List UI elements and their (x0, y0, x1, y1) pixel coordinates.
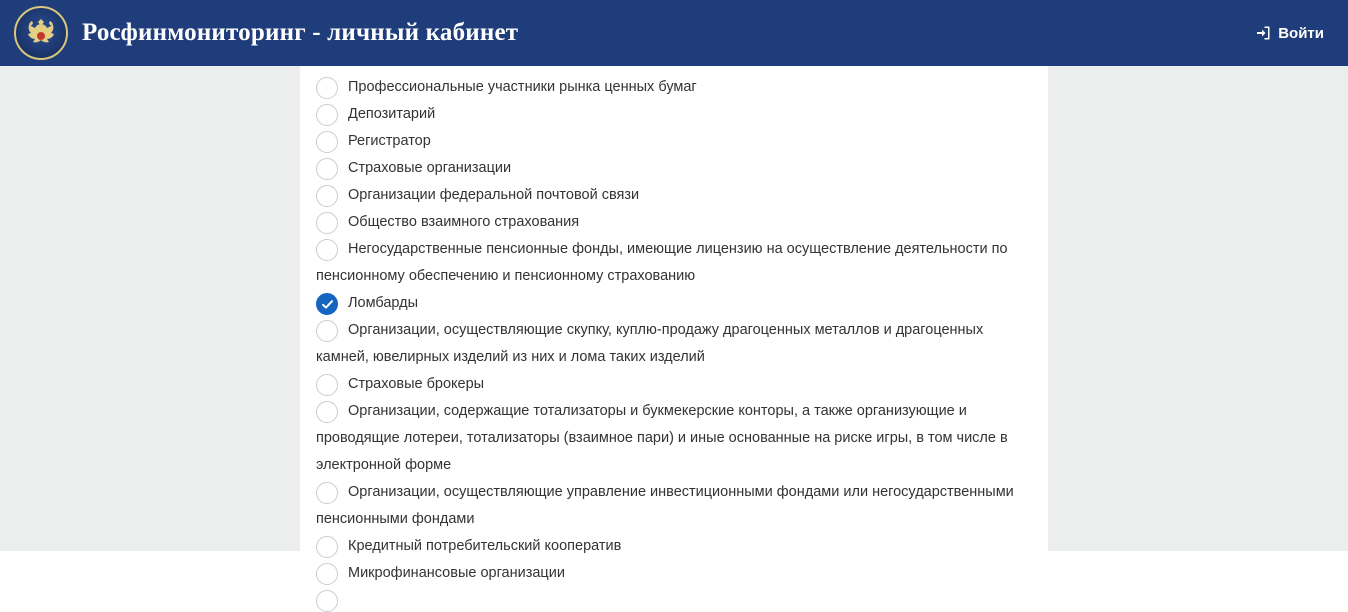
radio-circle-icon[interactable] (316, 185, 338, 207)
radio-circle-icon[interactable] (316, 77, 338, 99)
radio-option-label: Организации, осуществляющие управление инвестиционными фондами или негосударственными пенсионными фондами (316, 484, 1014, 527)
radio-circle-icon[interactable] (316, 131, 338, 153)
radio-circle-icon[interactable] (316, 239, 338, 261)
radio-option-label: Регистратор (348, 133, 431, 149)
radio-circle-icon[interactable] (316, 320, 338, 342)
sign-in-icon (1255, 25, 1271, 41)
radio-option-8[interactable] (316, 317, 1038, 371)
radio-option-13[interactable] (316, 560, 1038, 587)
radio-circle-icon[interactable] (316, 374, 338, 396)
radio-option-0[interactable] (316, 74, 1038, 101)
radio-option-4[interactable] (316, 182, 1038, 209)
radio-option-2[interactable] (316, 128, 1038, 155)
radio-option-9[interactable] (316, 371, 1038, 398)
radio-circle-icon[interactable] (316, 536, 338, 558)
radio-option-10[interactable] (316, 398, 1038, 479)
login-button[interactable] (1255, 0, 1324, 66)
radio-option-label: Микрофинансовые организации (348, 565, 565, 581)
radio-option-label: Страховые организации (348, 160, 512, 176)
radio-option-6[interactable] (316, 236, 1038, 290)
radio-circle-icon[interactable] (316, 401, 338, 423)
radio-option-11[interactable] (316, 479, 1038, 533)
radio-option-5[interactable] (316, 209, 1038, 236)
double-headed-eagle-emblem-icon (14, 6, 68, 60)
radio-option-label: Профессиональные участники рынка ценных бумаг (348, 79, 697, 95)
organization-type-card (300, 66, 1048, 581)
radio-circle-icon[interactable] (316, 590, 338, 612)
organization-type-radio-group[interactable] (300, 74, 1048, 587)
radio-option-label: Депозитарий (348, 106, 436, 122)
radio-option-label: Организации, содержащие тотализаторы и букмекерские конторы, а также организующие и проводящие лотереи, тотализаторы (взаимное пари) и иные основанные на риске игры, в том числе в электронной форме (316, 403, 1008, 473)
app-header (0, 0, 1348, 66)
radio-circle-icon[interactable] (316, 482, 338, 504)
radio-option-12[interactable] (316, 533, 1038, 560)
radio-option-7[interactable] (316, 290, 1038, 317)
radio-option-label: Страховые брокеры (348, 376, 485, 392)
radio-option-label: Организации федеральной почтовой связи (348, 187, 640, 203)
page-title: Росфинмониторинг - личный кабинет (82, 19, 519, 46)
radio-option-label: Негосударственные пенсионные фонды, имеющие лицензию на осуществление деятельности по пенсионному обеспечению и пенсионному страхованию (316, 241, 1008, 284)
radio-option-label: Общество взаимного страхования (348, 214, 580, 230)
radio-circle-checked-icon[interactable] (316, 293, 338, 315)
radio-circle-icon[interactable] (316, 563, 338, 585)
radio-option-label: Организации, осуществляющие скупку, куплю-продажу драгоценных металлов и драгоценных камней, ювелирных изделий из них и лома таких изделий (316, 322, 984, 365)
page-body (0, 66, 1348, 581)
radio-option-3[interactable] (316, 155, 1038, 182)
radio-circle-icon[interactable] (316, 212, 338, 234)
radio-option-label: Ломбарды (348, 295, 419, 311)
login-label: Войти (1278, 24, 1324, 42)
radio-option-1[interactable] (316, 101, 1038, 128)
radio-circle-icon[interactable] (316, 158, 338, 180)
radio-circle-icon[interactable] (316, 104, 338, 126)
radio-option-label: Кредитный потребительский кооператив (348, 538, 622, 554)
